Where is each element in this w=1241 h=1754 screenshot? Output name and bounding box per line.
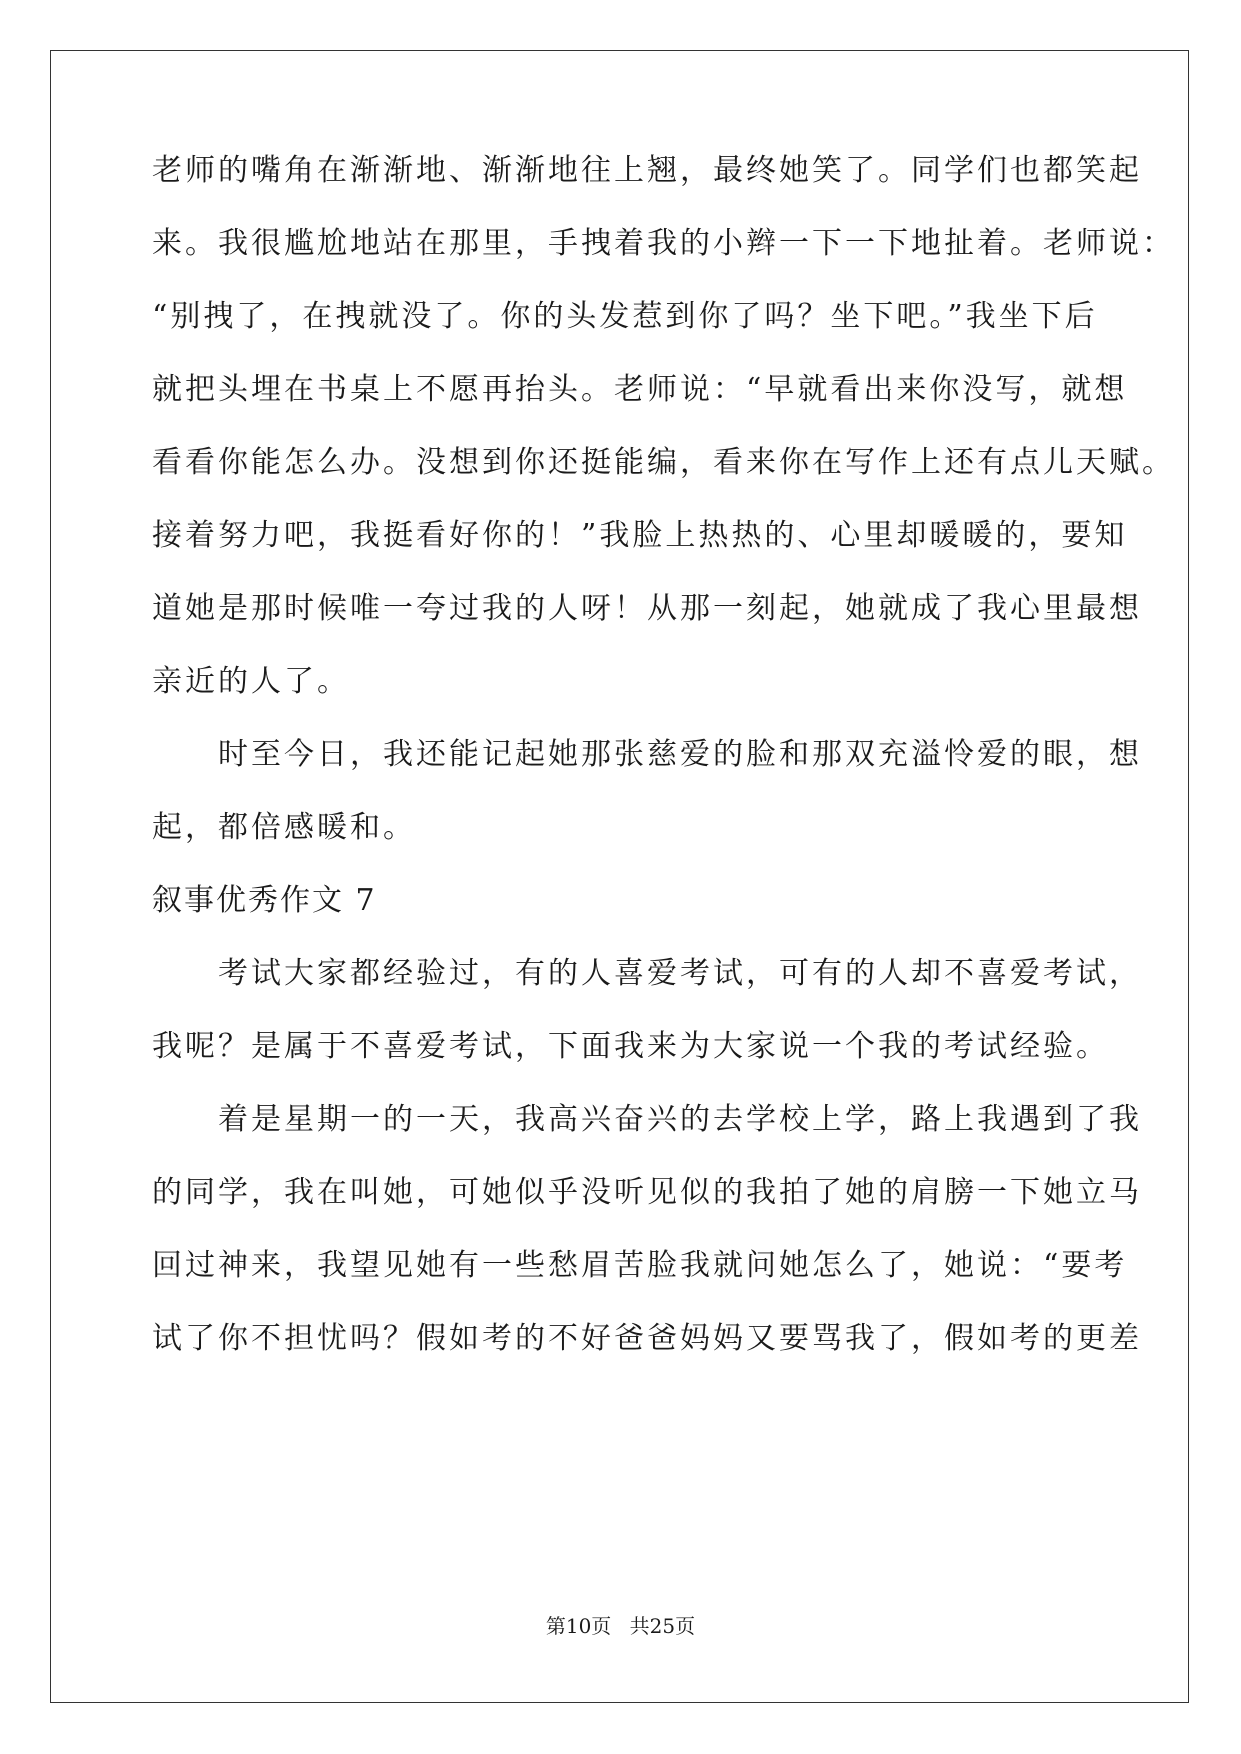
text-line: 就把头埋在书桌上不愿再抬头。老师说：“早就看出来你没写，就想 bbox=[152, 372, 1128, 407]
text-line: 考试大家都经验过，有的人喜爱考试，可有的人却不喜爱考试， bbox=[152, 956, 1142, 991]
section-heading: 叙事优秀作文 7 bbox=[152, 883, 377, 918]
text-line: “别拽了，在拽就没了。你的头发惹到你了吗？坐下吧。”我坐下后 bbox=[152, 299, 1098, 334]
text-line: 道她是那时候唯一夸过我的人呀！从那一刻起，她就成了我心里最想 bbox=[152, 591, 1142, 626]
text-line: 起，都倍感暖和。 bbox=[152, 810, 416, 845]
text-line: 回过神来，我望见她有一些愁眉苦脸我就问她怎么了，她说：“要考 bbox=[152, 1248, 1128, 1283]
text-line: 时至今日，我还能记起她那张慈爱的脸和那双充溢怜爱的眼，想 bbox=[152, 737, 1142, 772]
page-total: 共25页 bbox=[629, 1614, 696, 1638]
text-line: 老师的嘴角在渐渐地、渐渐地往上翘，最终她笑了。同学们也都笑起 bbox=[152, 153, 1142, 188]
text-line: 试了你不担忧吗？假如考的不好爸爸妈妈又要骂我了，假如考的更差 bbox=[152, 1321, 1142, 1356]
text-line: 着是星期一的一天，我高兴奋兴的去学校上学，路上我遇到了我 bbox=[152, 1102, 1142, 1137]
text-line: 接着努力吧，我挺看好你的！”我脸上热热的、心里却暖暖的，要知 bbox=[152, 518, 1128, 553]
text-line: 的同学，我在叫她，可她似乎没听见似的我拍了她的肩膀一下她立马 bbox=[152, 1175, 1142, 1210]
page-footer bbox=[0, 1614, 1241, 1638]
text-line: 看看你能怎么办。没想到你还挺能编，看来你在写作上还有点儿天赋。 bbox=[152, 445, 1175, 480]
text-line: 亲近的人了。 bbox=[152, 664, 350, 699]
text-line: 来。我很尴尬地站在那里，手拽着我的小辫一下一下地扯着。老师说： bbox=[152, 226, 1175, 261]
page-number: 第10页 bbox=[545, 1614, 612, 1638]
text-line: 我呢？是属于不喜爱考试，下面我来为大家说一个我的考试经验。 bbox=[152, 1029, 1109, 1064]
